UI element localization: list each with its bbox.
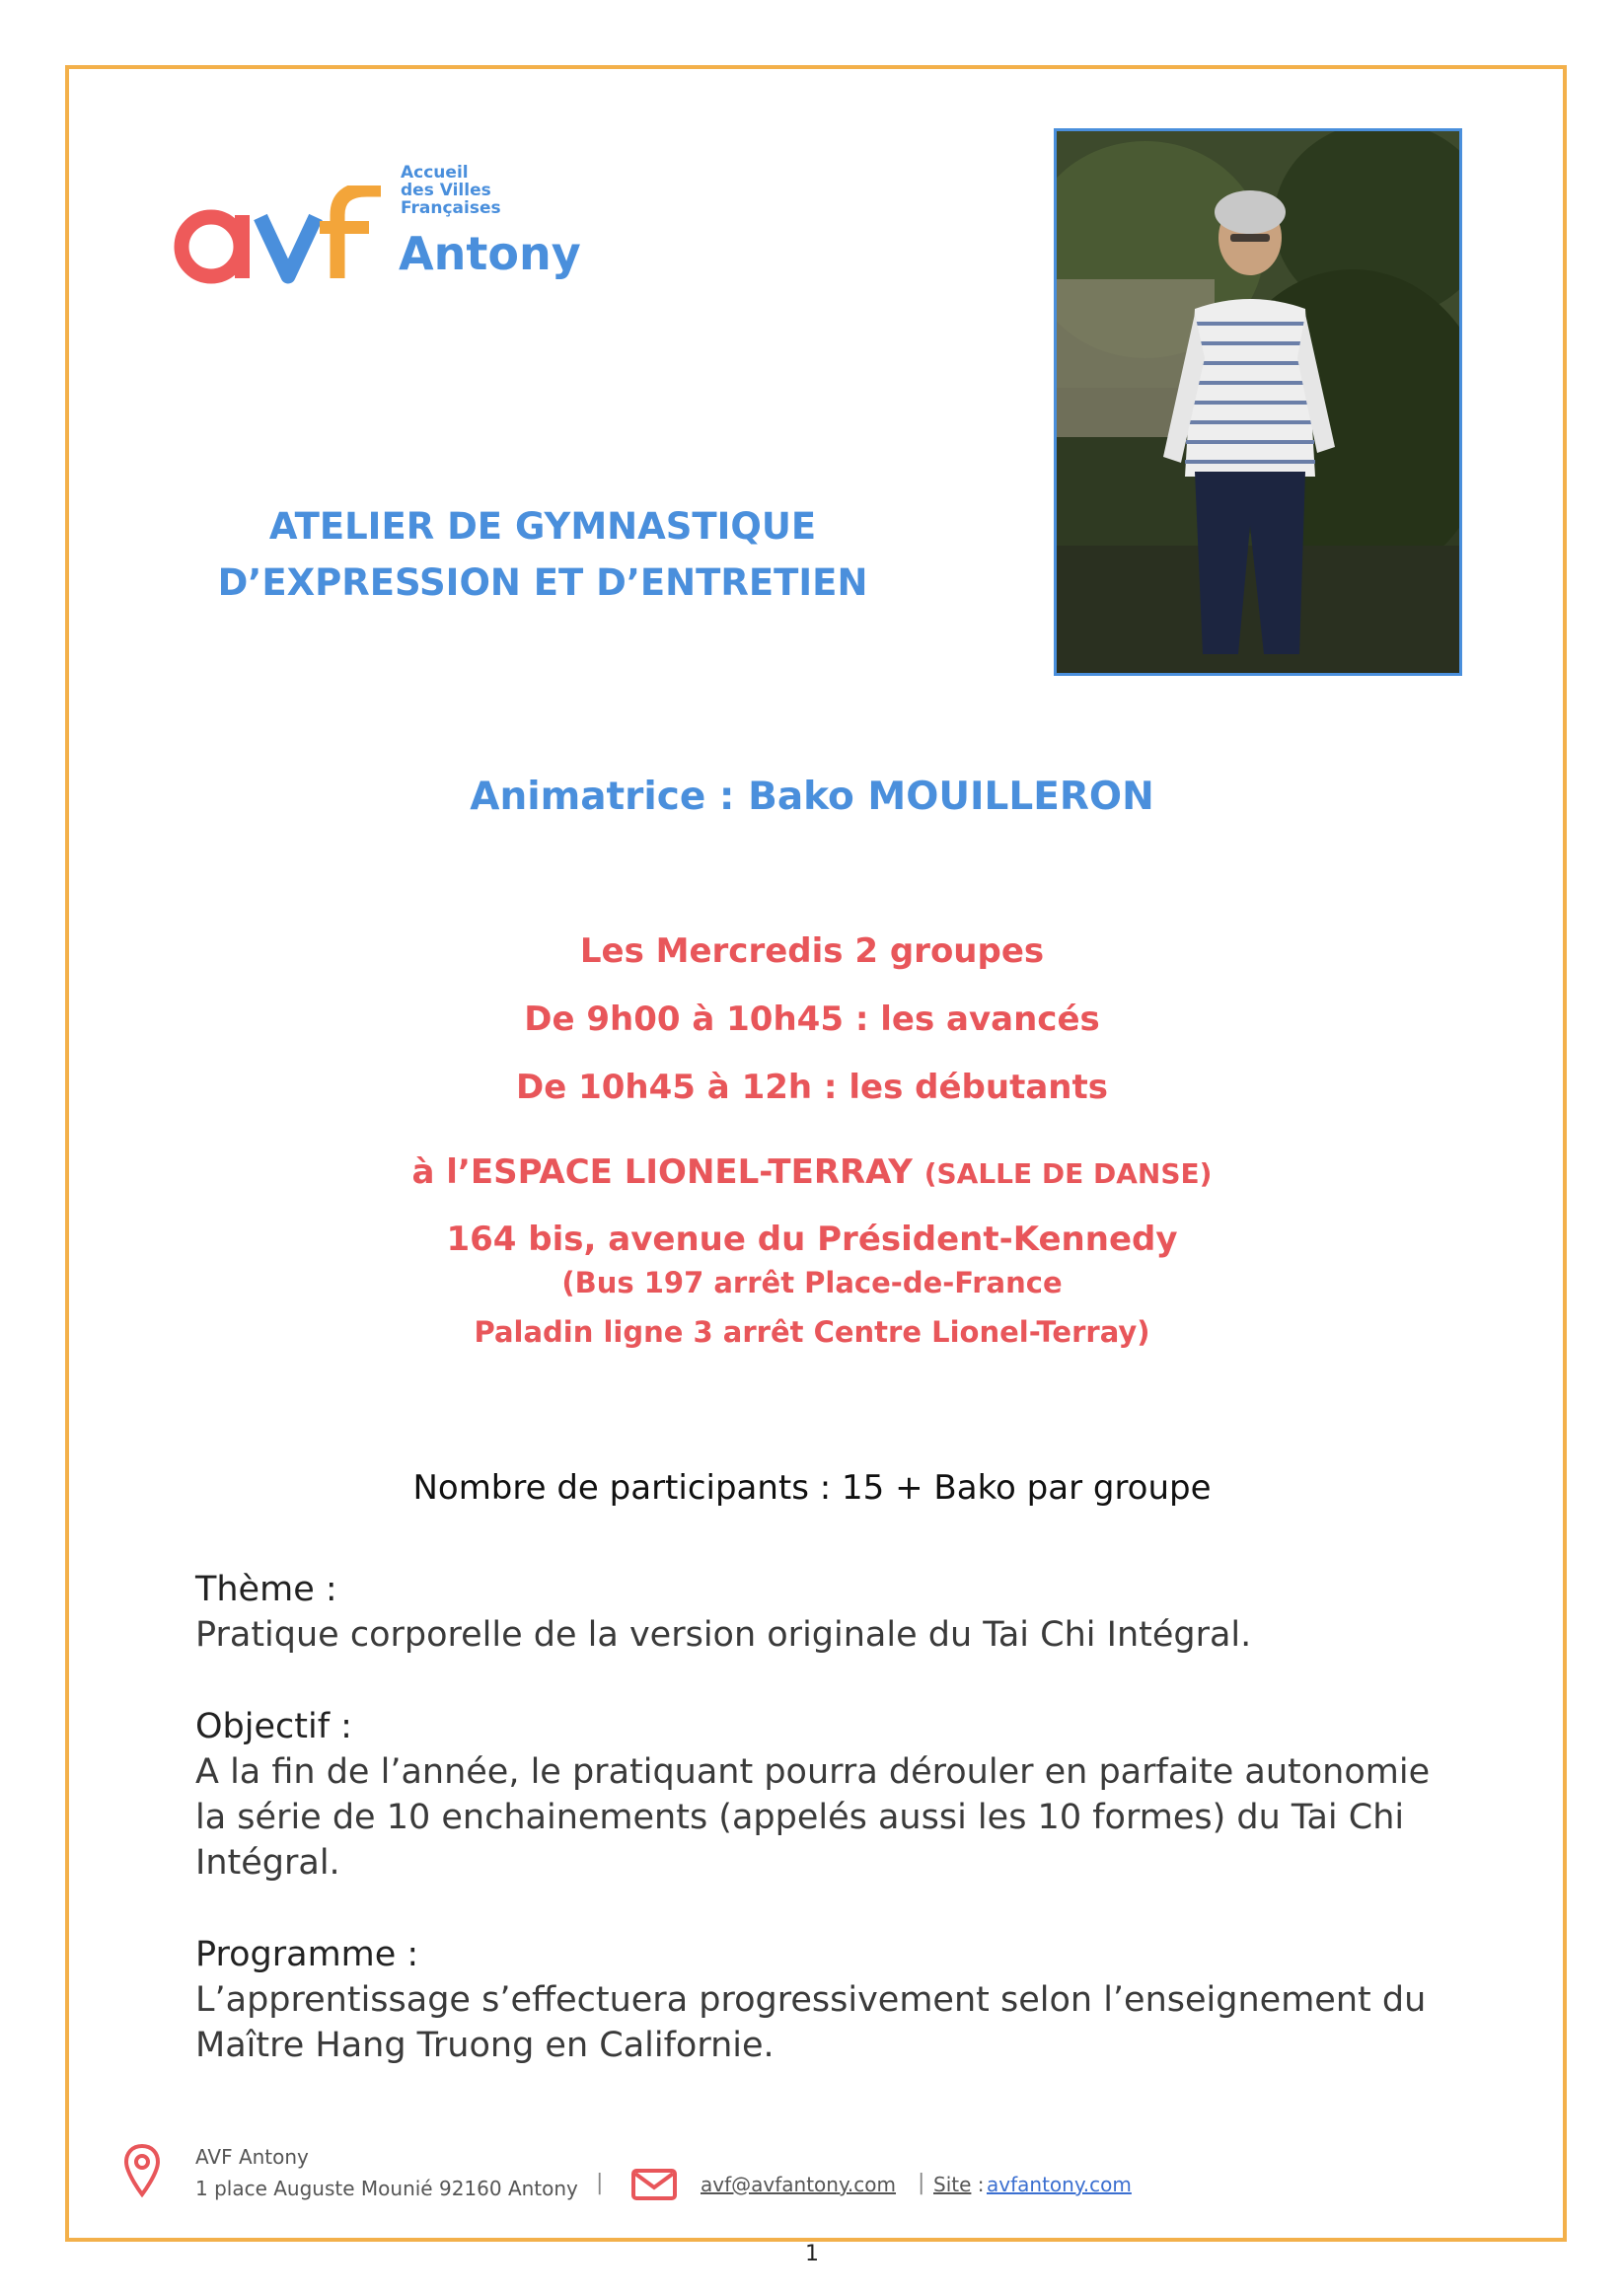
objectif-heading: Objectif : (195, 1707, 352, 1746)
section-theme (195, 1567, 1478, 1658)
objectif-line-2: la série de 10 enchainements (appelés aussi les 10 formes) du Tai Chi (195, 1798, 1405, 1837)
schedule-line-2: De 9h00 à 10h45 : les avancés (524, 1000, 1100, 1039)
location-pin-icon (122, 2143, 162, 2198)
theme-line-1: Pratique corporelle de la version originale du Tai Chi Intégral. (195, 1615, 1252, 1655)
workshop-title (148, 498, 937, 611)
footer-site-word: Site (933, 2173, 972, 2196)
section-programme (195, 1932, 1478, 2068)
envelope-icon (631, 2169, 677, 2200)
footer-email-link[interactable]: avf@avfantony.com (701, 2173, 897, 2196)
venue-room: (SALLE DE DANSE) (923, 1157, 1213, 1190)
workshop-title-line-2: D’EXPRESSION ET D’ENTRETIEN (217, 561, 868, 604)
section-objectif (195, 1704, 1478, 1886)
logo-line-2: des Villes (401, 181, 491, 200)
footer-address: 1 place Auguste Mounié 92160 Antony (195, 2177, 578, 2200)
venue-name: à l’ESPACE LIONEL-TERRAY (411, 1152, 913, 1192)
avf-logo-mark (170, 185, 397, 284)
schedule (227, 918, 1397, 1122)
footer-address-block (195, 2141, 578, 2204)
venue-name-line (227, 1140, 1397, 1207)
schedule-line-3: De 10h45 à 12h : les débutants (516, 1068, 1108, 1107)
venue-address: 164 bis, avenue du Président-Kennedy (446, 1220, 1178, 1259)
programme-line-1: L’apprentissage s’effectuera progressivement selon l’enseignement du (195, 1980, 1427, 2020)
workshop-title-line-1: ATELIER DE GYMNASTIQUE (268, 505, 817, 548)
theme-heading: Thème : (195, 1570, 337, 1609)
footer-site-label (933, 2173, 985, 2196)
footer (118, 2141, 1204, 2210)
logo-city: Antony (399, 227, 581, 280)
objectif-line-3: Intégral. (195, 1843, 340, 1883)
footer-separator-1: | (596, 2171, 604, 2195)
programme-heading: Programme : (195, 1935, 419, 1974)
footer-separator-2: | (918, 2171, 925, 2195)
logo-line-1: Accueil (401, 163, 469, 183)
objectif-line-1: A la fin de l’année, le pratiquant pourra dérouler en parfaite autonomie (195, 1752, 1431, 1792)
footer-site-link[interactable]: avfantony.com (987, 2173, 1132, 2196)
logo-tagline (401, 164, 501, 217)
instructor-photo (1054, 128, 1462, 676)
footer-org: AVF Antony (195, 2145, 309, 2169)
logo-line-3: Françaises (401, 198, 501, 218)
bus-line: (Bus 197 arrêt Place-de-France (561, 1266, 1063, 1299)
paladin-line: Paladin ligne 3 arrêt Centre Lionel-Terray) (474, 1315, 1150, 1349)
participants-count: Nombre de participants : 15 + Bako par groupe (412, 1468, 1212, 1508)
venue (227, 1140, 1397, 1272)
avf-logo (170, 158, 604, 296)
schedule-line-1: Les Mercredis 2 groupes (579, 931, 1045, 971)
transport-info (227, 1258, 1397, 1357)
page-number: 1 (805, 2242, 819, 2266)
programme-line-2: Maître Hang Truong en Californie. (195, 2026, 775, 2065)
footer-site-colon: : (971, 2173, 985, 2196)
instructor-name: Animatrice : Bako MOUILLERON (470, 775, 1154, 819)
instructor-photo-image (1057, 131, 1459, 673)
